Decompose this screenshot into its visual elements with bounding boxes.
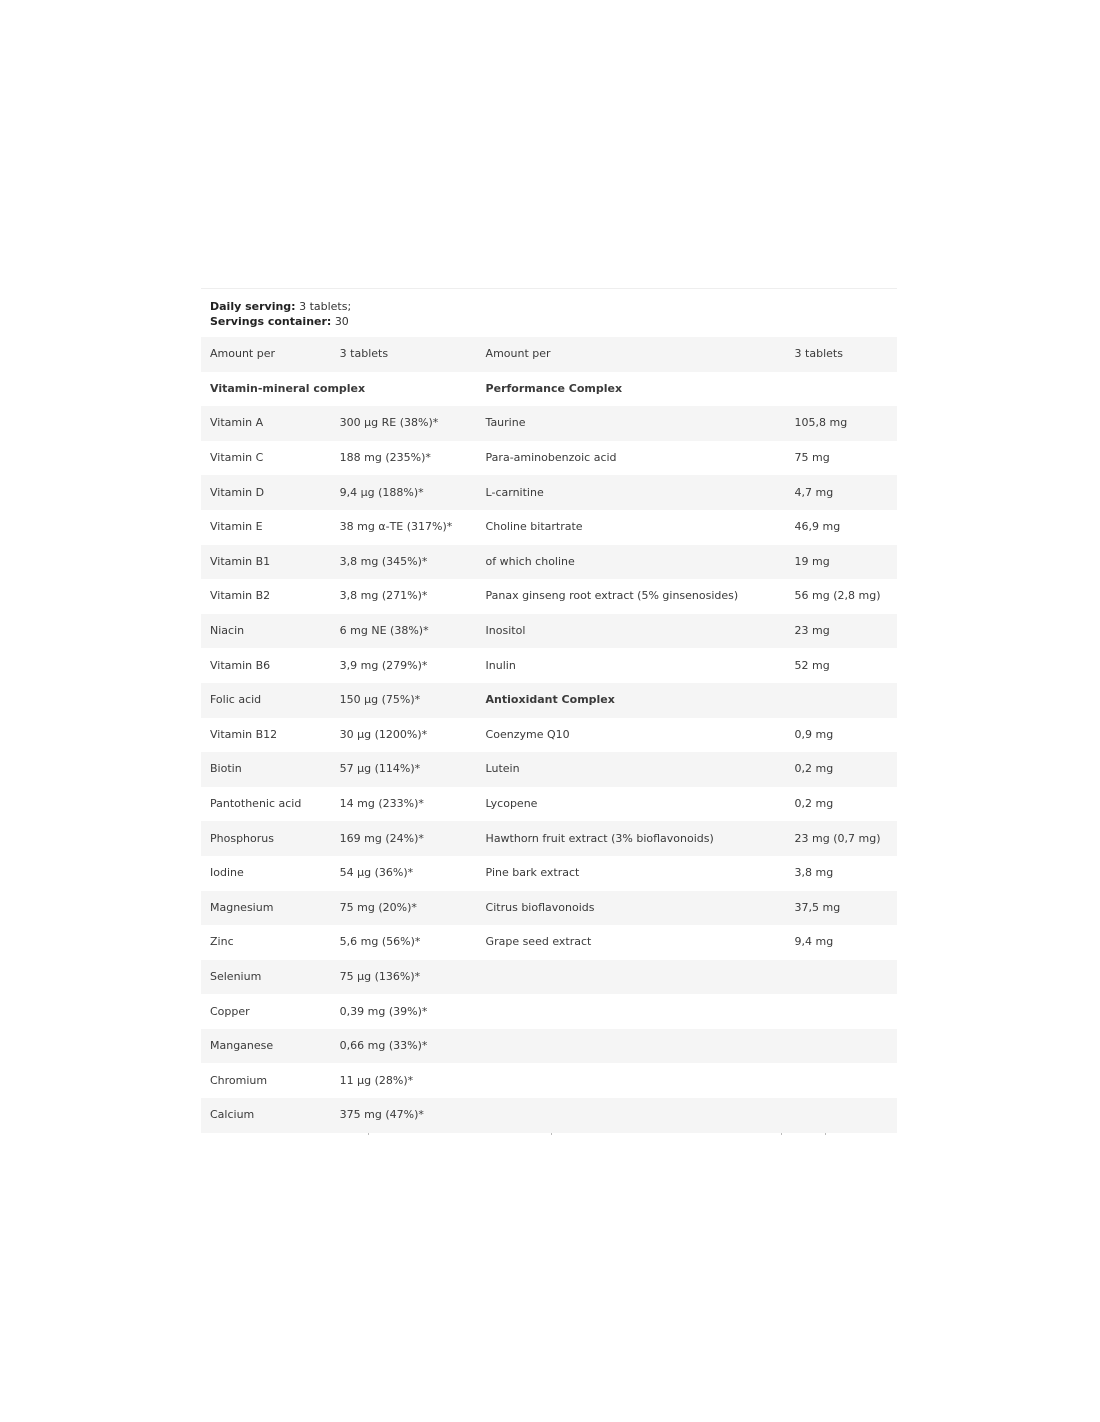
header-serving-left: 3 tablets — [339, 347, 389, 361]
table-row — [201, 821, 897, 856]
complex-ingredient-amount: 4,7 mg — [794, 485, 834, 499]
complex-ingredient-name — [477, 994, 786, 1029]
complex-ingredient-name: Choline bitartrate — [485, 520, 583, 534]
nutrient-amount: 3,8 mg (345%)* — [339, 554, 428, 568]
complex-ingredient-name: of which choline — [485, 554, 575, 568]
nutrient-name: Phosphorus — [210, 831, 274, 845]
nutrient-name: Niacin — [210, 624, 245, 638]
nutrient-amount: 169 mg (24%)* — [339, 831, 424, 845]
table-row — [201, 475, 897, 510]
complex-ingredient-name: Coenzyme Q10 — [485, 727, 570, 741]
complex-ingredient-name: Para-aminobenzoic acid — [485, 451, 617, 465]
complex-ingredient-amount: 56 mg (2,8 mg) — [794, 589, 881, 603]
complex-ingredient-name: Hawthorn fruit extract (3% bioflavonoids) — [485, 831, 714, 845]
table-row — [201, 718, 897, 753]
complex-ingredient-amount: 46,9 mg — [794, 520, 841, 534]
complex-ingredient-name: Grape seed extract — [485, 935, 592, 949]
nutrient-amount: 3,8 mg (271%)* — [339, 589, 428, 603]
table-row — [201, 1063, 897, 1098]
servings-container-value: 30 — [334, 315, 349, 328]
table-row — [201, 441, 897, 476]
nutrient-name: Iodine — [210, 866, 244, 880]
complex-ingredient-name: Antioxidant Complex — [485, 693, 615, 707]
complex-ingredient-amount: 0,2 mg — [794, 797, 834, 811]
nutrient-name: Vitamin B1 — [210, 554, 271, 568]
complex-ingredient-name: L-carnitine — [485, 485, 544, 499]
complex-ingredient-name — [477, 1098, 786, 1133]
cut-mark — [781, 1133, 782, 1135]
complex-ingredient-name: Citrus bioflavonoids — [485, 900, 595, 914]
nutrient-amount: 75 mg (20%)* — [339, 900, 417, 914]
table-row — [201, 545, 897, 580]
complex-ingredient-amount — [786, 1029, 897, 1064]
nutrition-table-body — [201, 337, 897, 1133]
table-row — [201, 925, 897, 960]
complex-ingredient-name — [477, 1063, 786, 1098]
table-row — [201, 856, 897, 891]
cut-mark — [551, 1133, 552, 1135]
table-row — [201, 1029, 897, 1064]
section-title-right: Performance Complex — [485, 381, 623, 395]
nutrient-name: Vitamin C — [210, 451, 264, 465]
cut-mark — [825, 1133, 826, 1135]
daily-serving-label: Daily serving: — [210, 300, 296, 313]
table-row — [201, 891, 897, 926]
nutrient-amount: 75 µg (136%)* — [339, 969, 421, 983]
table-row — [201, 648, 897, 683]
servings-container-label: Servings container: — [210, 315, 332, 328]
nutrient-amount: 5,6 mg (56%)* — [339, 935, 421, 949]
nutrient-name: Magnesium — [210, 900, 274, 914]
serving-info — [201, 289, 897, 337]
header-amount-per-right: Amount per — [485, 347, 551, 361]
complex-ingredient-amount: 23 mg — [794, 624, 830, 638]
section-title-left: Vitamin-mineral complex — [210, 381, 366, 395]
nutrient-amount: 0,66 mg (33%)* — [339, 1039, 428, 1053]
complex-ingredient-name: Panax ginseng root extract (5% ginsenosides) — [485, 589, 739, 603]
complex-ingredient-amount: 3,8 mg — [794, 866, 834, 880]
complex-ingredient-name: Inositol — [485, 624, 526, 638]
complex-ingredient-amount: 0,2 mg — [794, 762, 834, 776]
nutrient-amount: 14 mg (233%)* — [339, 797, 424, 811]
nutrient-name: Zinc — [210, 935, 234, 949]
nutrition-panel — [201, 288, 897, 1137]
table-header-row — [201, 337, 897, 372]
nutrient-amount: 38 mg α-TE (317%)* — [339, 520, 453, 534]
complex-ingredient-amount — [786, 960, 897, 995]
complex-ingredient-amount — [786, 1098, 897, 1133]
daily-serving-value: 3 tablets; — [299, 300, 352, 313]
nutrient-amount: 300 µg RE (38%)* — [339, 416, 439, 430]
header-amount-per-left: Amount per — [210, 347, 275, 361]
nutrient-amount: 9,4 µg (188%)* — [339, 485, 424, 499]
nutrient-name: Vitamin B12 — [210, 727, 278, 741]
nutrient-name: Copper — [210, 1004, 250, 1018]
table-row — [201, 579, 897, 614]
nutrient-name: Biotin — [210, 762, 242, 776]
complex-ingredient-amount: 9,4 mg — [794, 935, 834, 949]
nutrient-amount: 57 µg (114%)* — [339, 762, 421, 776]
table-cut-edge — [201, 1133, 897, 1137]
complex-ingredient-name: Inulin — [485, 658, 516, 672]
daily-serving-line — [210, 299, 888, 314]
complex-ingredient-name: Pine bark extract — [485, 866, 580, 880]
table-row — [201, 960, 897, 995]
nutrient-name: Manganese — [210, 1039, 274, 1053]
nutrient-amount: 11 µg (28%)* — [339, 1073, 414, 1087]
complex-ingredient-name: Lycopene — [485, 797, 538, 811]
nutrient-amount: 150 µg (75%)* — [339, 693, 421, 707]
complex-ingredient-name: Taurine — [485, 416, 526, 430]
complex-ingredient-amount: 0,9 mg — [794, 727, 834, 741]
nutrient-name: Pantothenic acid — [210, 797, 302, 811]
nutrient-name: Calcium — [210, 1108, 255, 1122]
complex-ingredient-name: Lutein — [485, 762, 520, 776]
nutrient-amount: 3,9 mg (279%)* — [339, 658, 428, 672]
complex-ingredient-amount — [786, 1063, 897, 1098]
nutrient-amount: 6 mg NE (38%)* — [339, 624, 429, 638]
nutrient-name: Vitamin E — [210, 520, 263, 534]
table-row — [201, 787, 897, 822]
table-row — [201, 683, 897, 718]
nutrient-name: Selenium — [210, 969, 262, 983]
nutrient-amount: 375 mg (47%)* — [339, 1108, 424, 1122]
table-row — [201, 752, 897, 787]
complex-ingredient-name — [477, 1029, 786, 1064]
complex-ingredient-amount: 52 mg — [794, 658, 830, 672]
complex-ingredient-name — [477, 960, 786, 995]
nutrient-name: Vitamin B6 — [210, 658, 271, 672]
table-row — [201, 1098, 897, 1133]
header-serving-right: 3 tablets — [794, 347, 843, 361]
complex-ingredient-amount — [786, 994, 897, 1029]
nutrient-amount: 54 µg (36%)* — [339, 866, 414, 880]
table-row — [201, 614, 897, 649]
complex-ingredient-amount — [786, 683, 897, 718]
complex-ingredient-amount: 37,5 mg — [794, 900, 841, 914]
nutrient-name: Folic acid — [210, 693, 262, 707]
nutrient-name: Vitamin D — [210, 485, 265, 499]
complex-ingredient-amount: 105,8 mg — [794, 416, 848, 430]
nutrient-amount: 30 µg (1200%)* — [339, 727, 428, 741]
section-heading-row — [201, 372, 897, 407]
servings-container-line — [210, 314, 888, 329]
nutrient-name: Vitamin A — [210, 416, 264, 430]
nutrient-amount: 188 mg (235%)* — [339, 451, 431, 465]
table-row — [201, 994, 897, 1029]
nutrition-table — [201, 337, 897, 1133]
complex-ingredient-amount: 19 mg — [794, 554, 830, 568]
complex-ingredient-amount: 23 mg (0,7 mg) — [794, 831, 881, 845]
nutrient-amount: 0,39 mg (39%)* — [339, 1004, 428, 1018]
nutrient-name: Chromium — [210, 1073, 268, 1087]
nutrient-name: Vitamin B2 — [210, 589, 271, 603]
complex-ingredient-amount: 75 mg — [794, 451, 830, 465]
table-row — [201, 510, 897, 545]
cut-mark — [368, 1133, 369, 1135]
table-row — [201, 406, 897, 441]
